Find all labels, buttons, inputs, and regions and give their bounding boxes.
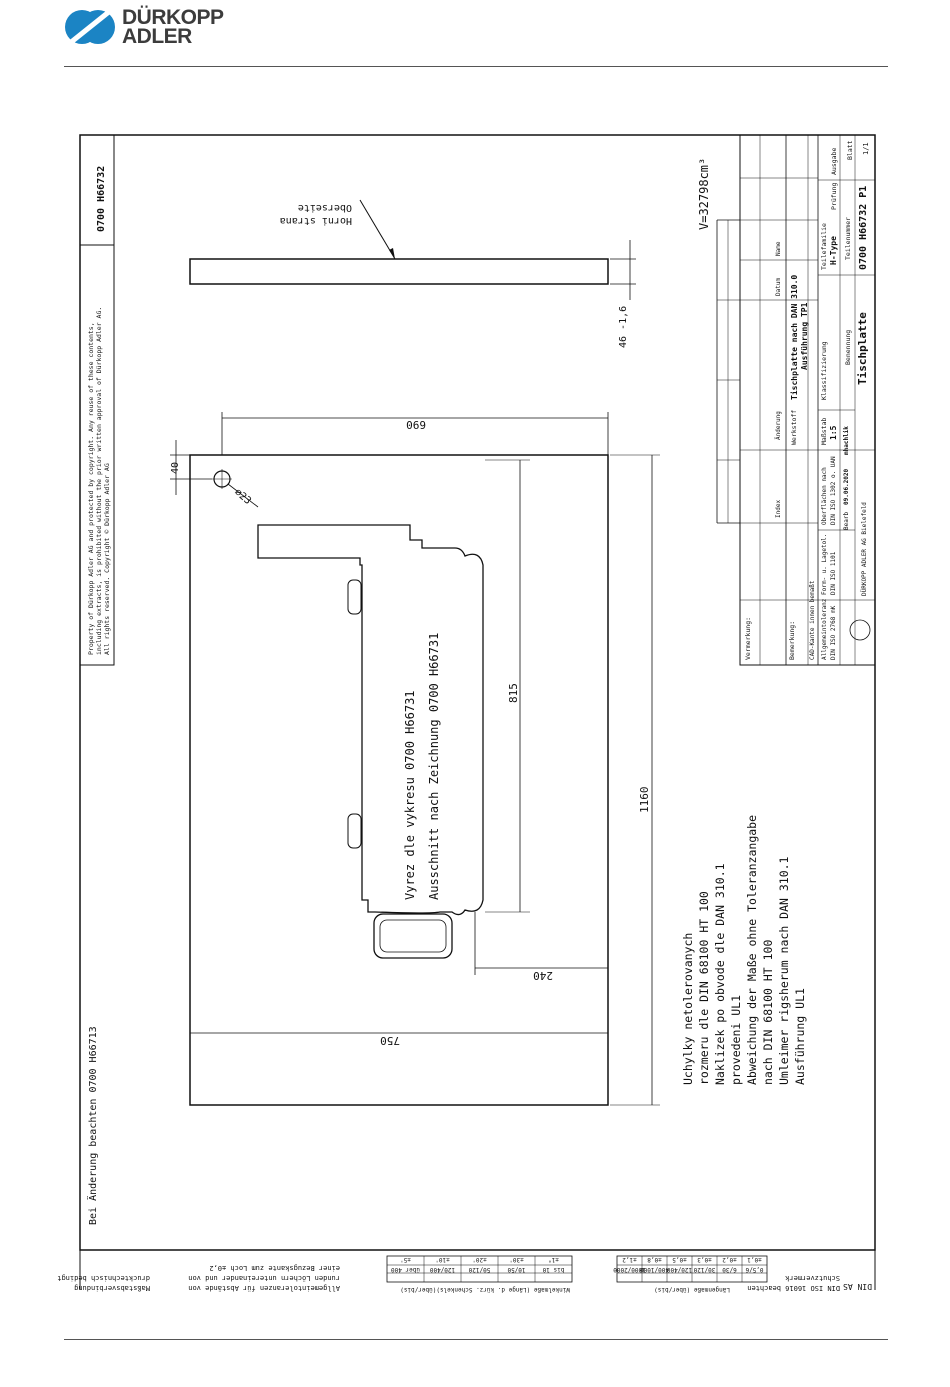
dim-815: 815 (507, 683, 520, 703)
laengen-value-0: ±0,1 (747, 1256, 762, 1263)
plate-top-view (190, 455, 608, 1105)
tb-logo-icon (850, 620, 870, 640)
tb-company-small: DÜRKOPP ADLER AG Bielefeld (861, 502, 868, 596)
tb-blatt-label: Blatt (846, 140, 854, 160)
tb-index-label: Index (775, 499, 782, 518)
tb-teilefamilie-label: Teilefamilie (820, 223, 828, 270)
change-note: Bei Änderung beachten 0700 H66713 (88, 1026, 99, 1225)
brand-line-1: DÜRKOPP (122, 6, 224, 29)
tb-name-label: Name (775, 241, 782, 256)
tb-benennung-label: Benennung (844, 329, 852, 365)
tb-werkstoff-label: Werkstoff (790, 409, 798, 445)
tb-form-lage: Form- u. Lagetol. (821, 533, 828, 595)
tb-ausfuehrung: Ausführung TP1 (800, 302, 809, 370)
laengen-range-2: 30/120 (693, 1266, 716, 1273)
label-horni: Horni strana (279, 215, 352, 226)
dim-240: 240 (533, 969, 553, 982)
tb-cad-line: CAD-Kante innen bemaßt (809, 580, 816, 660)
label-oberseite: Oberseite (297, 202, 352, 213)
tb-teilenummer-label: Teilenummer (844, 216, 852, 260)
dim-46: 46 -1,6 (618, 305, 629, 348)
tb-teilenummer-value: 0700 H66732 P1 (858, 185, 869, 270)
cutout-text-cz: Vyrez dle vykresu 0700 H66731 (403, 690, 417, 900)
dim-690: 690 (406, 418, 426, 431)
copyright-line-2: including extracts, is prohibited without the prior written approval of Dürkopp Adler AG. (95, 306, 103, 655)
tb-pruefung-label: Prüfung (830, 182, 838, 210)
strip-winkel-label: Winkelmaße (Länge d. kürz. Schenkels)(über/bis) (400, 1286, 570, 1293)
tb-aenderung-label: Änderung (775, 411, 782, 440)
winkel-value-0: ±1° (548, 1256, 559, 1263)
volume-label: V=32798cm³ (697, 157, 711, 230)
strip-schutz: Schutzvermerk (785, 1274, 840, 1282)
tb-klassifizierung-label: Klassifizierung (820, 341, 828, 400)
laengen-range-4: 400/1000 (640, 1266, 669, 1273)
winkel-value-1: ±30' (509, 1256, 524, 1263)
note-line-4: provedeni UL1 (729, 994, 743, 1085)
laengen-value-1: ±0,2 (722, 1256, 737, 1263)
note-line-8: Ausführung UL1 (793, 988, 807, 1085)
cutout-outline (258, 525, 483, 915)
tb-allg-tol-label: Allgemeintoleranz (821, 598, 828, 660)
laengen-range-3: 120/400 (666, 1266, 693, 1273)
strip-din-label: DIN ISO 16016 beachten (747, 1284, 840, 1292)
dim-750: 750 (380, 1034, 400, 1047)
tb-vermerk-label: Vermerkung: (744, 616, 752, 660)
laengen-value-4: ±0,8 (647, 1256, 662, 1263)
strip-massstab-1: Maßstabsverbindung (74, 1284, 150, 1292)
laengen-range-5: 1000/2000 (613, 1266, 646, 1273)
winkel-range-0: bis 10 (542, 1266, 565, 1273)
strip-allg-tol-2: runden Löchern untereinander und von (188, 1274, 340, 1282)
winkel-value-4: ±5' (400, 1256, 411, 1263)
tolerance-notes (681, 815, 807, 1085)
brand-line-2: ADLER (122, 25, 192, 48)
plate-side-view (190, 259, 608, 284)
title-block (717, 135, 875, 665)
copyright-line-1: Property of Dürkopp Adler AG and protected by copyright. Any reuse of these contents, (87, 322, 95, 655)
tb-form-lage-value: DIN ISO 1101 (830, 551, 837, 595)
laengen-range-1: 6/30 (722, 1266, 737, 1273)
cutout-slot (374, 914, 452, 958)
laengen-range-0: 0,5/6 (745, 1266, 764, 1273)
tb-oberflaeche-label: Oberflächen nach (821, 467, 828, 525)
winkel-value-3: ±10' (435, 1256, 450, 1263)
tb-blatt-value: 1/1 (862, 142, 870, 155)
tb-bemerkung-label: Bemerkung: (788, 620, 796, 660)
copyright-line-3: All rights reserved. Copyright © Dürkopp Adler AG (103, 463, 111, 655)
strip-laengen-label: Längenmaße (über/bis) (654, 1286, 730, 1293)
tb-bearb-label: Bearb (843, 511, 850, 530)
cutout-text-de: Ausschnitt nach Zeichnung 0700 H66731 (427, 632, 441, 900)
tb-allg-tol-value: DIN ISO 2768 mK (830, 605, 837, 660)
drawing-number-top: 0700 H66732 (96, 165, 107, 232)
winkel-range-1: 10/50 (507, 1266, 526, 1273)
strip-din-code: DIN AS (843, 1282, 872, 1291)
note-line-1: Uchylky netolerovanych (681, 932, 695, 1085)
bottom-tolerance-strip (57, 1250, 875, 1293)
tb-datum-label: Datum (775, 277, 782, 296)
tb-massstab-value: 1:5 (829, 425, 838, 440)
note-line-6: nach DIN 68100 HT 100 (761, 939, 775, 1085)
tb-oberflaeche-value: DIN ISO 1302 o. UAN (830, 456, 837, 525)
tb-teilefamilie-value: H-Type (829, 236, 838, 265)
tb-bearb-name: mhachlik (843, 426, 850, 455)
laengen-value-5: ±1,2 (622, 1256, 637, 1263)
dim-1160: 1160 (638, 786, 651, 813)
winkel-value-2: ±20' (472, 1256, 487, 1263)
strip-massstab-2: drucktechnisch bedingt (57, 1274, 150, 1282)
note-line-5: Abweichung der Maße ohne Toleranzangabe (745, 814, 759, 1085)
note-line-3: Naklizek po obvode dle DAN 310.1 (713, 863, 727, 1085)
tb-benennung-value: Tischplatte (856, 312, 869, 385)
laengen-value-2: ±0,3 (697, 1256, 712, 1263)
note-line-7: Umleimer rigsherum nach DAN 310.1 (777, 856, 791, 1085)
winkel-range-4: über 400 (391, 1266, 420, 1273)
tb-ausgabe-label: Ausgabe (830, 147, 838, 175)
tb-massstab-label: Maßstab (820, 417, 828, 445)
tb-bearb-date: 09.06.2020 (843, 468, 850, 505)
dim-40: 40 (170, 461, 181, 474)
winkel-range-2: 50/120 (468, 1266, 491, 1273)
winkel-range-3: 120/400 (429, 1266, 456, 1273)
tb-werkstoff-value: Tischplatte nach DAN 310.0 (790, 274, 799, 400)
dim-23: ⌀23 (232, 486, 253, 507)
note-line-2: rozmeru dle DIN 68100 HT 100 (697, 891, 711, 1085)
strip-allg-tol-3: einer Bezugskante zum Loch ±0,2 (209, 1264, 340, 1272)
laengen-value-3: ±0,5 (672, 1256, 687, 1263)
strip-allg-tol-1: Allgemeintoleranzen für Abstände von (188, 1284, 340, 1292)
